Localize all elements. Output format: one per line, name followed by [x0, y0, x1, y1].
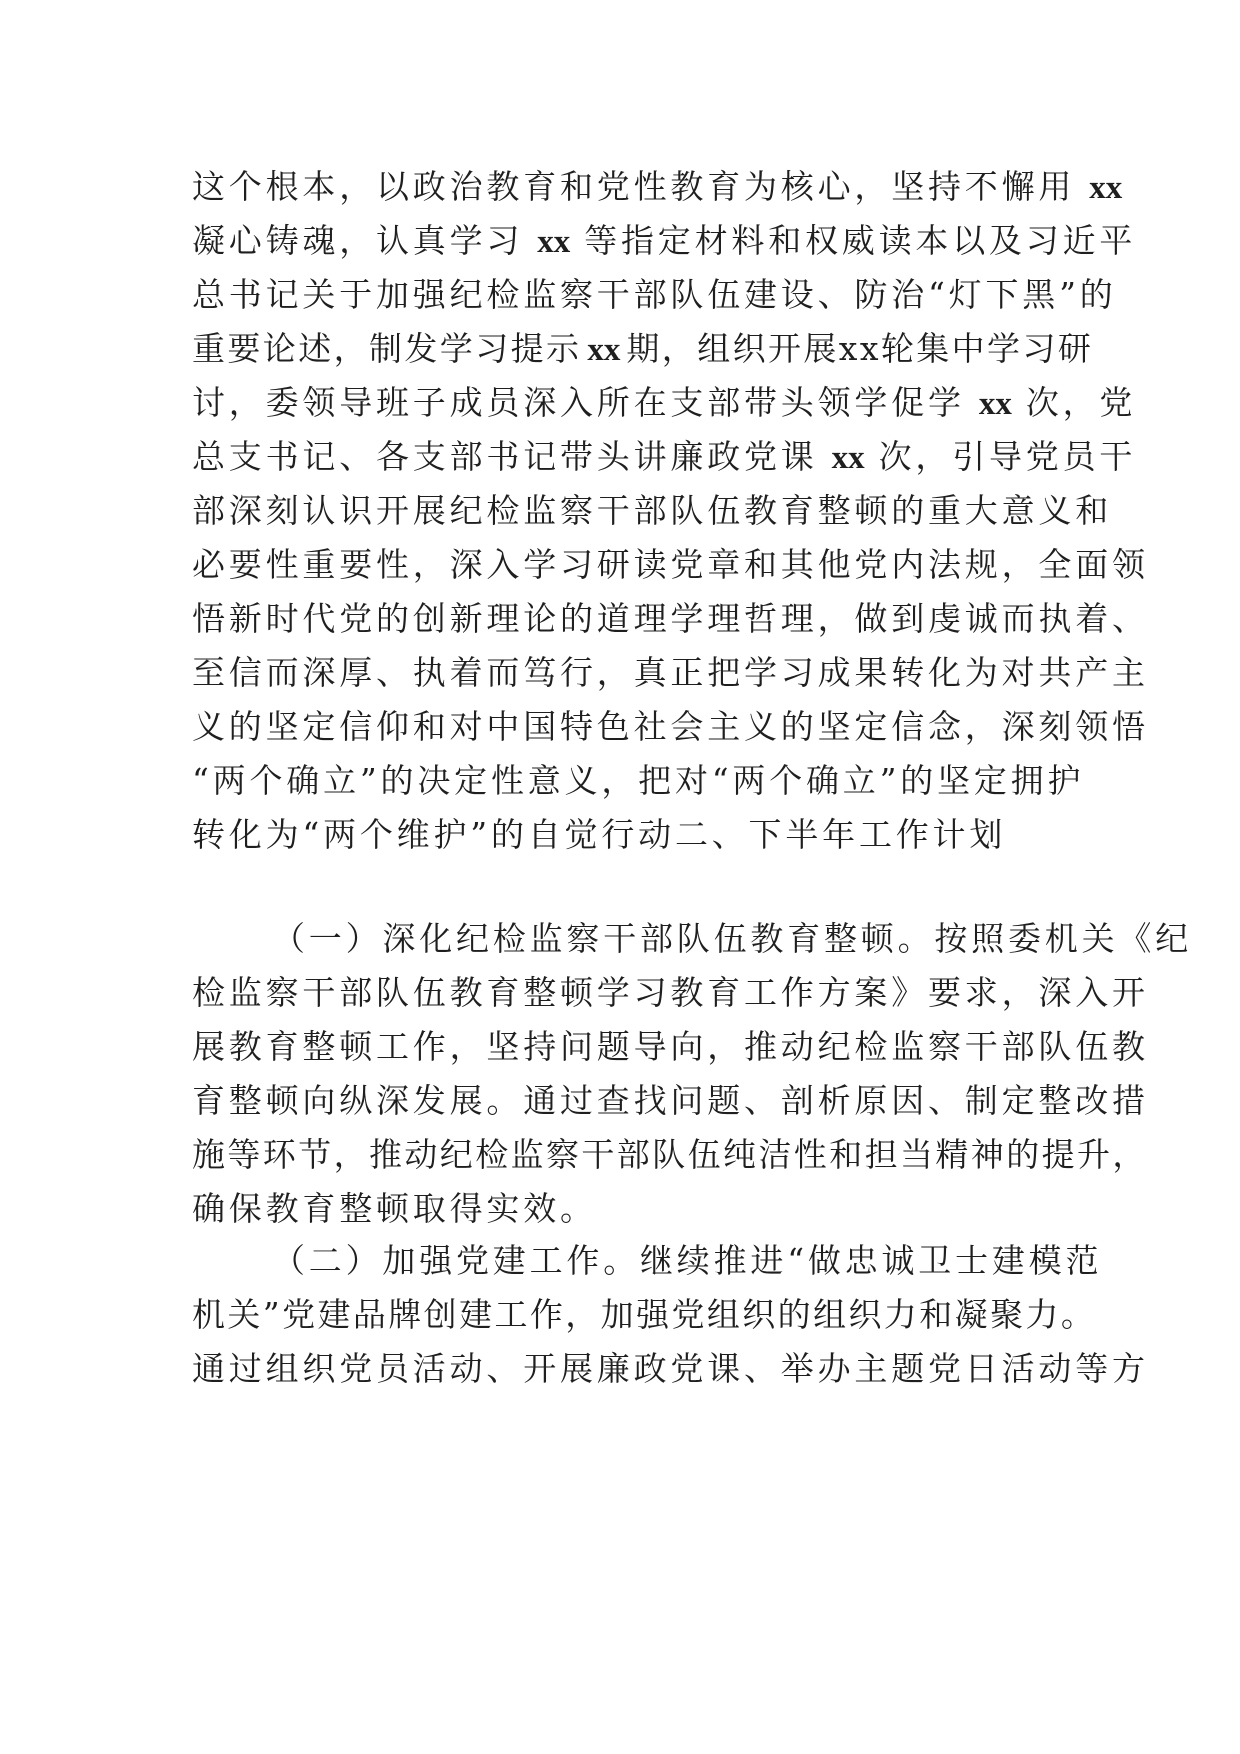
text-line: 转化为“两个维护”的自觉行动二、下半年工作计划	[192, 815, 1007, 854]
text-line: 讨，委领导班子成员深入所在支部带头领学促学 xx 次，党	[192, 383, 1137, 422]
text-line: “两个确立”的决定性意义，把对“两个确立”的坚定拥护	[192, 761, 1085, 800]
text-line: 机关”党建品牌创建工作，加强党组织的组织力和凝聚力。	[192, 1295, 1097, 1334]
text-line: 凝心铸魂，认真学习 xx 等指定材料和权威读本以及习近平	[192, 221, 1137, 260]
text-line: 这个根本，以政治教育和党性教育为核心，坚持不懈用 xx	[192, 160, 1072, 214]
text-line: 部深刻认识开展纪检监察干部队伍教育整顿的重大意义和	[192, 491, 1112, 530]
text-line: 确保教育整顿取得实效。	[192, 1189, 597, 1228]
placeholder-xx: xx	[978, 386, 1012, 422]
placeholder-xx: xx	[587, 332, 621, 368]
paragraph-2	[192, 912, 1192, 1236]
text-line: 悟新时代党的创新理论的道理学理哲理，做到虔诚而执着、	[192, 599, 1149, 638]
text-line: 义的坚定信仰和对中国特色社会主义的坚定信念，深刻领悟	[192, 707, 1149, 746]
placeholder-xx: xx	[537, 224, 571, 260]
text-line: 通过组织党员活动、开展廉政党课、举办主题党日活动等方	[192, 1349, 1149, 1388]
text-line: 总书记关于加强纪检监察干部队伍建设、防治“灯下黑”的	[192, 275, 1117, 314]
text-line: 重要论述，制发学习提示 xx 期，组织开展xx轮集中学习研	[192, 329, 1094, 368]
text-line: 展教育整顿工作，坚持问题导向，推动纪检监察干部队伍教	[192, 1027, 1149, 1066]
text-line: （一）深化纪检监察干部队伍教育整顿。按照委机关《纪	[272, 919, 1192, 958]
text-line: 检监察干部队伍教育整顿学习教育工作方案》要求，深入开	[192, 973, 1149, 1012]
text-line: 必要性重要性，深入学习研读党章和其他党内法规，全面领	[192, 545, 1149, 584]
text-line: 育整顿向纵深发展。通过查找问题、剖析原因、制定整改措	[192, 1081, 1149, 1120]
paragraph-1	[192, 160, 1149, 862]
placeholder-xx: xx	[1089, 170, 1123, 206]
text-line: （二）加强党建工作。继续推进“做忠诚卫士建模范	[272, 1241, 1103, 1280]
paragraph-3	[192, 1234, 1149, 1396]
text-line: 总支书记、各支部书记带头讲廉政党课 xx 次，引导党员干	[192, 437, 1137, 476]
text-line: 至信而深厚、执着而笃行，真正把学习成果转化为对共产主	[192, 653, 1149, 692]
text-line: 施等环节，推动纪检监察干部队伍纯洁性和担当精神的提升，	[192, 1135, 1148, 1174]
placeholder-xx: xx	[831, 440, 865, 476]
